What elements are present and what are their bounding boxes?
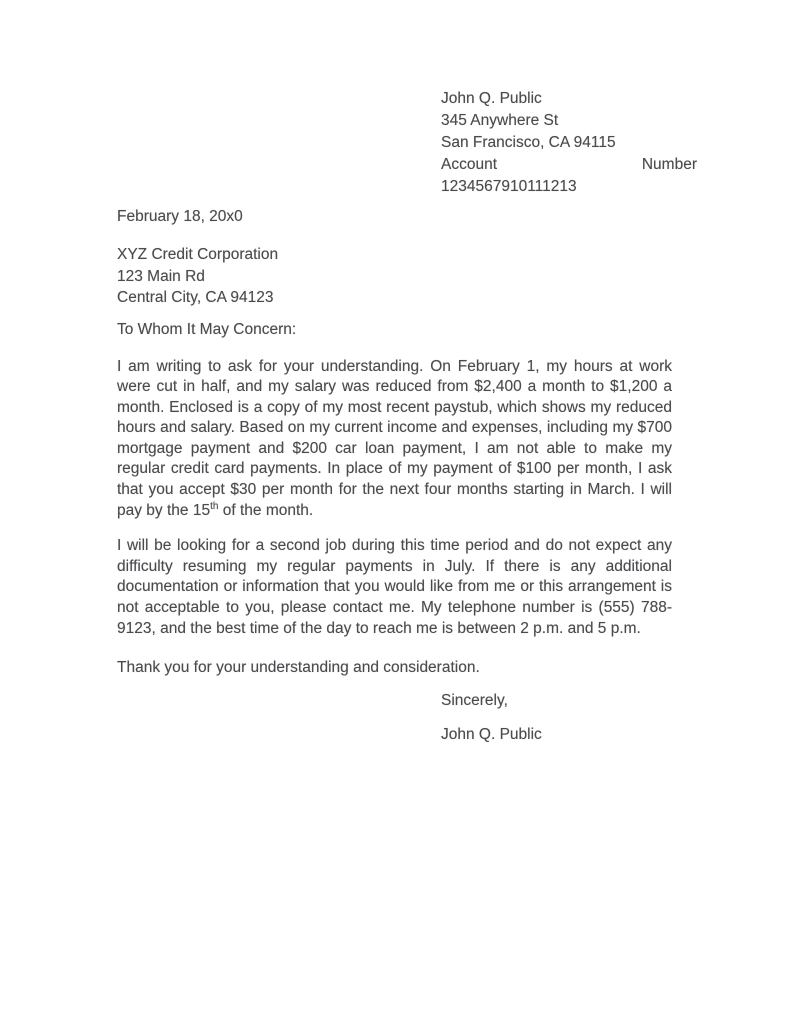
signoff-block xyxy=(441,690,673,745)
closing-paragraph: Thank you for your understanding and consideration. xyxy=(117,659,480,677)
sender-city-state-zip: San Francisco, CA 94115 xyxy=(441,134,616,151)
signature-name: John Q. Public xyxy=(441,725,542,743)
ordinal-superscript: th xyxy=(210,500,219,512)
signoff-closing: Sincerely, xyxy=(441,691,508,709)
number-label: Number xyxy=(641,156,697,173)
sender-street: 345 Anywhere St xyxy=(441,112,559,129)
paragraph-1-text-end: of the month. xyxy=(218,501,314,519)
paragraph-1-text: I am writing to ask for your understanding. On February 1, my hours at work were cut in half, and my salary was reduced from $2,400 a month to $1,200 a month. Enclosed is a copy of my most recent paystub, which shows my reduced hours and salary. Based on my current income and expenses, including my $700 mortgage payment and $200 car loan payment, I am not able to make my regular credit card payments. In place of my payment of $100 per month, I ask that you accept $30 per month for the next four months starting in March. I will pay by the 15 xyxy=(117,357,672,519)
body-paragraph-1 xyxy=(117,357,672,522)
sender-address-block xyxy=(441,88,697,198)
body-paragraph-2: I will be looking for a second job during this time period and do not expect any difficulty resuming my regular payments in July. If there is any additional documentation or information that you would like from me or this arrangement is not acceptable to you, please contact me. My telephone number is (555) 788-9123, and the best time of the day to reach me is between 2 p.m. and 5 p.m. xyxy=(117,537,672,637)
recipient-address-block xyxy=(117,244,673,309)
salutation: To Whom It May Concern: xyxy=(117,320,297,338)
recipient-company: XYZ Credit Corporation xyxy=(117,246,279,263)
sender-name: John Q. Public xyxy=(441,90,542,107)
account-number-label-line xyxy=(441,154,697,176)
letter-date: February 18, 20x0 xyxy=(117,208,243,225)
account-label: Account xyxy=(441,156,498,173)
recipient-street: 123 Main Rd xyxy=(117,267,205,285)
recipient-city-state-zip: Central City, CA 94123 xyxy=(117,289,274,306)
account-number-value: 1234567910111213 xyxy=(441,178,577,195)
